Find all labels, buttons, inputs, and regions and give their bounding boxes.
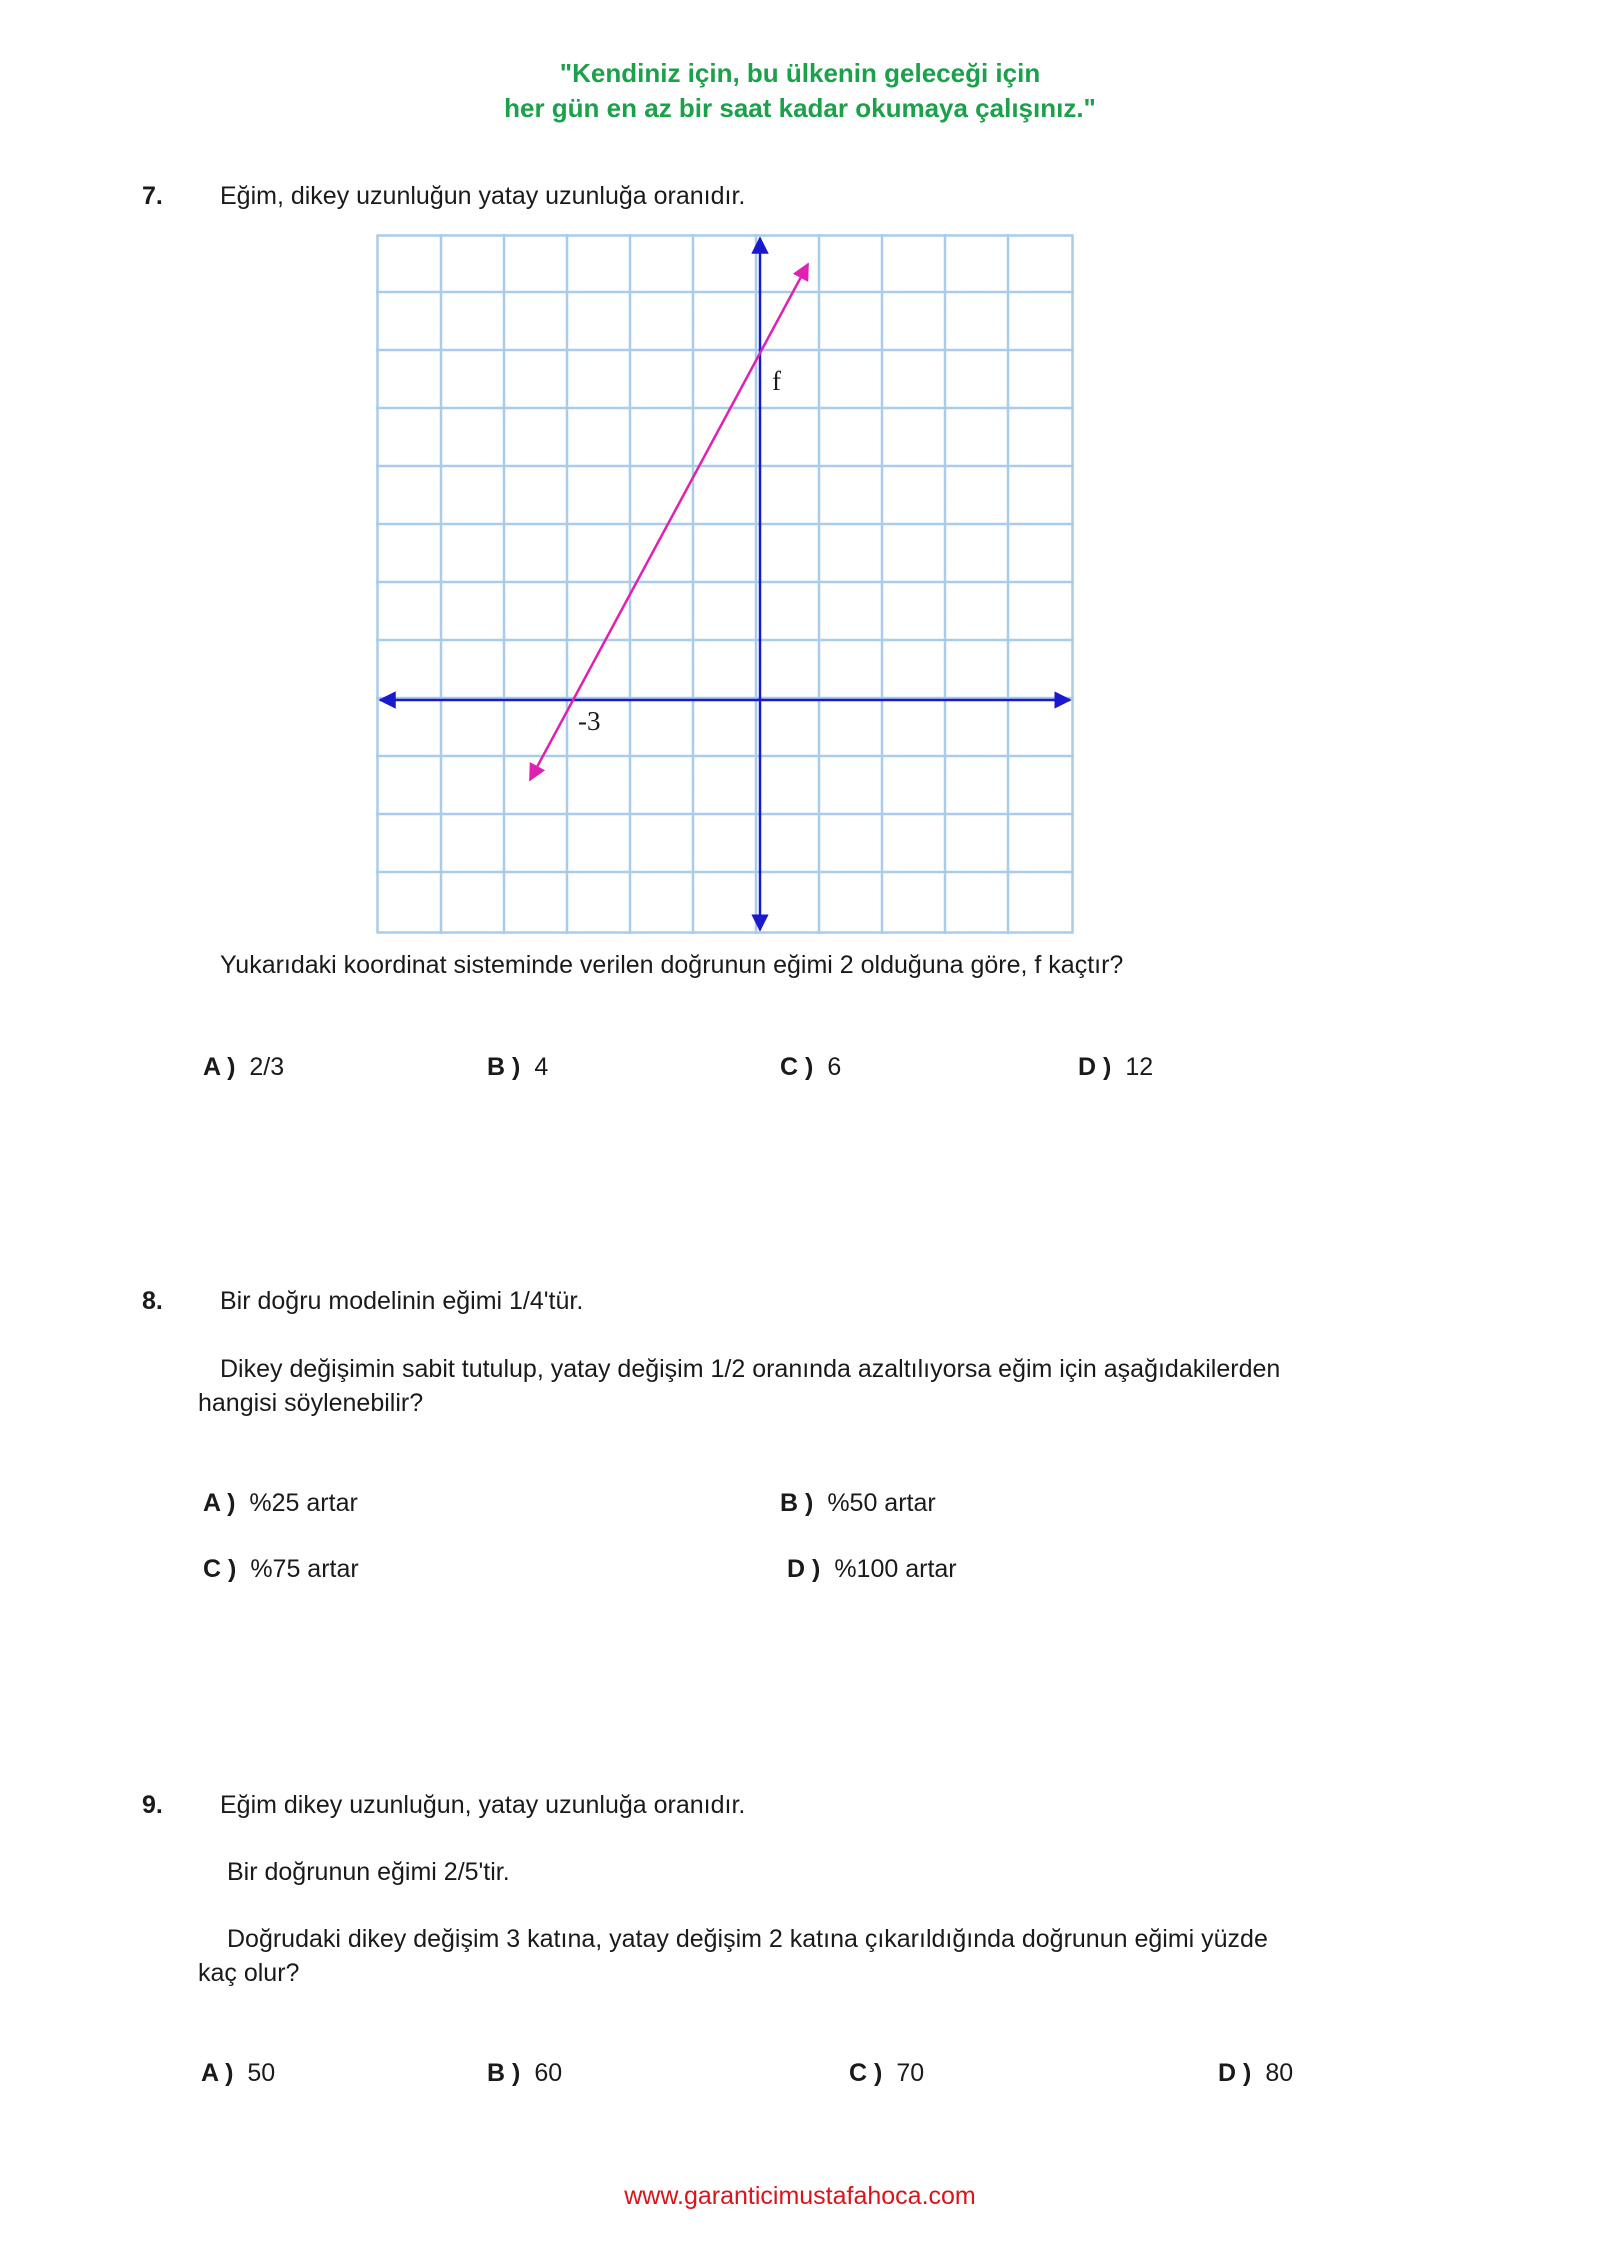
- q8-option-a-label: A ): [203, 1489, 236, 1517]
- q8-option-d-label: D ): [787, 1555, 821, 1583]
- question-9-number: 9.: [142, 1791, 163, 1819]
- q7-option-c-label: C ): [780, 1053, 814, 1081]
- q8-option-d-value: %100 artar: [834, 1555, 957, 1583]
- q7-option-b-label: B ): [487, 1053, 521, 1081]
- line-f: [530, 264, 808, 780]
- q9-option-a-label: A ): [201, 2059, 234, 2087]
- question-7-statement: Eğim, dikey uzunluğun yatay uzunluğa oranıdır.: [220, 182, 746, 210]
- q7-option-b-value: 4: [534, 1053, 549, 1081]
- q8-option-a-value: %25 artar: [249, 1489, 358, 1517]
- q9-option-c[interactable]: [849, 2059, 924, 2088]
- q7-option-c[interactable]: [780, 1053, 841, 1082]
- question-9-statement: Eğim dikey uzunluğun, yatay uzunluğa oranıdır.: [220, 1791, 746, 1819]
- q8-option-c[interactable]: [203, 1555, 359, 1584]
- question-9-statement-2: Bir doğrunun eğimi 2/5'tir.: [227, 1858, 510, 1886]
- q9-option-c-value: 70: [896, 2059, 925, 2087]
- q9-option-b-label: B ): [487, 2059, 521, 2087]
- footer-website-link[interactable]: www.garanticimustafahoca.com: [624, 2182, 976, 2210]
- q8-option-d[interactable]: [787, 1555, 957, 1584]
- q7-option-d[interactable]: [1078, 1053, 1153, 1082]
- q7-option-d-value: 12: [1125, 1053, 1154, 1081]
- question-8-text-line-1: Dikey değişimin sabit tutulup, yatay değişim 1/2 oranında azaltılıyorsa eğim için aşağıdakilerden: [220, 1355, 1281, 1383]
- question-8-statement: Bir doğru modelinin eğimi 1/4'tür.: [220, 1287, 584, 1315]
- grid-border: [378, 236, 1073, 933]
- x-intercept-label: -3: [578, 706, 601, 736]
- motivational-quote: [0, 56, 1600, 126]
- q9-option-c-label: C ): [849, 2059, 883, 2087]
- coordinate-graph: [376, 234, 1074, 934]
- q7-option-a[interactable]: [203, 1053, 284, 1082]
- q9-option-d[interactable]: [1218, 2059, 1293, 2088]
- q8-option-b[interactable]: [780, 1489, 936, 1518]
- quote-line-1: "Kendiniz için, bu ülkenin geleceği için: [559, 58, 1041, 88]
- q9-option-d-value: 80: [1265, 2059, 1294, 2087]
- q7-option-c-value: 6: [827, 1053, 842, 1081]
- q7-option-b[interactable]: [487, 1053, 548, 1082]
- y-intercept-label: f: [772, 366, 781, 396]
- q8-option-a[interactable]: [203, 1489, 358, 1518]
- q8-option-b-value: %50 artar: [827, 1489, 936, 1517]
- quote-line-2: her gün en az bir saat kadar okumaya çalışınız.": [504, 93, 1096, 123]
- q7-option-a-value: 2/3: [249, 1053, 285, 1081]
- q9-option-d-label: D ): [1218, 2059, 1252, 2087]
- q9-option-b-value: 60: [534, 2059, 563, 2087]
- question-9-text-line-2: kaç olur?: [198, 1959, 300, 1987]
- question-8-number: 8.: [142, 1287, 163, 1315]
- q8-option-c-value: %75 artar: [250, 1555, 359, 1583]
- q7-option-a-label: A ): [203, 1053, 236, 1081]
- q8-option-b-label: B ): [780, 1489, 814, 1517]
- question-8-text-line-2: hangisi söylenebilir?: [198, 1389, 424, 1417]
- question-9-text-line-1: Doğrudaki dikey değişim 3 katına, yatay değişim 2 katına çıkarıldığında doğrunun eğimi yüzde: [227, 1925, 1268, 1953]
- q9-option-b[interactable]: [487, 2059, 562, 2088]
- grid-lines: [376, 234, 1074, 934]
- q8-option-c-label: C ): [203, 1555, 237, 1583]
- question-7-text: Yukarıdaki koordinat sisteminde verilen doğrunun eğimi 2 olduğuna göre, f kaçtır?: [220, 951, 1124, 979]
- q7-option-d-label: D ): [1078, 1053, 1112, 1081]
- q9-option-a[interactable]: [201, 2059, 275, 2088]
- question-7-number: 7.: [142, 182, 163, 210]
- q9-option-a-value: 50: [247, 2059, 276, 2087]
